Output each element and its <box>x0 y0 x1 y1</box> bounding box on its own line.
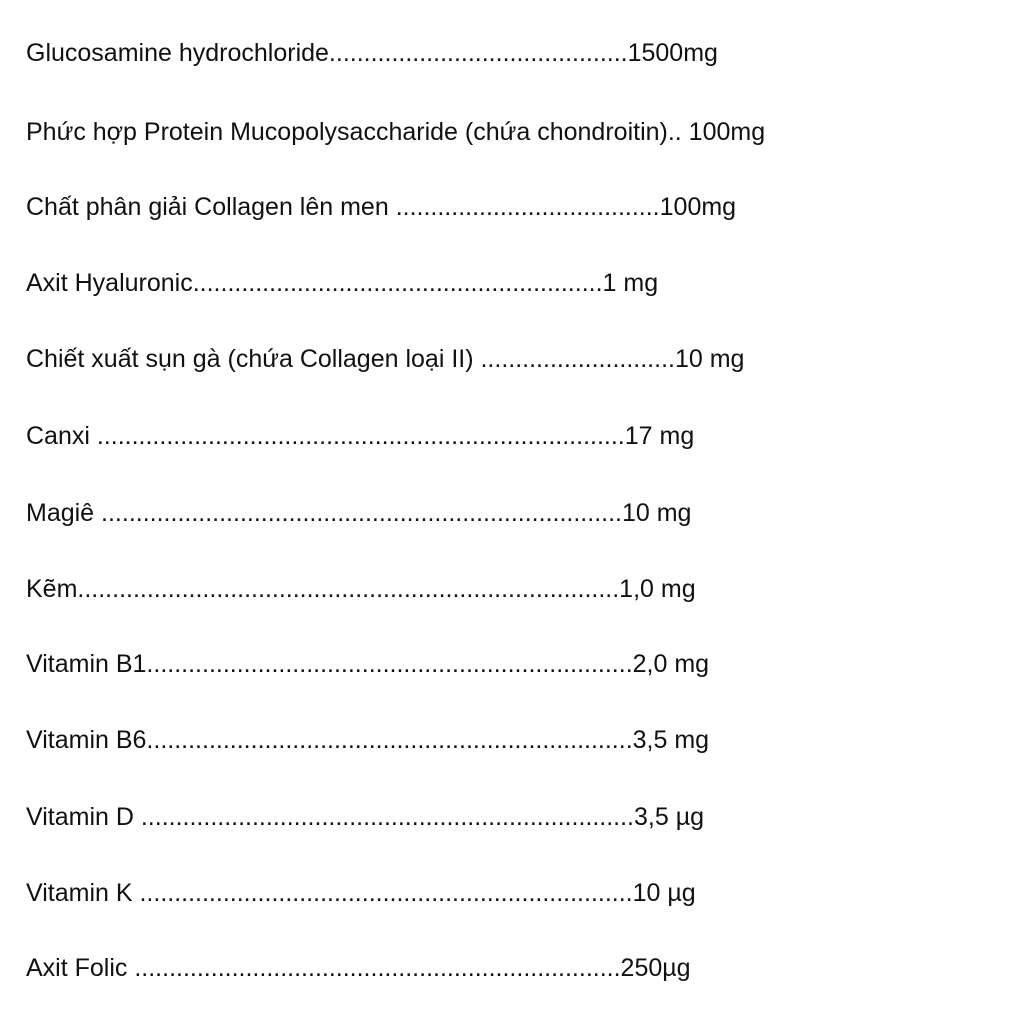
ingredient-row: Kẽm..............................................................................1,0 mg <box>26 575 696 603</box>
ingredient-list <box>26 0 1006 1024</box>
ingredient-row: Axit Folic ......................................................................250µg <box>26 954 691 982</box>
ingredient-row: Chiết xuất sụn gà (chứa Collagen loại II) ............................10 mg <box>26 345 745 373</box>
ingredient-row: Canxi ............................................................................17 mg <box>26 422 695 450</box>
ingredient-row: Magiê ...........................................................................10 mg <box>26 499 692 527</box>
ingredient-row: Chất phân giải Collagen lên men ......................................100mg <box>26 193 737 221</box>
ingredient-row: Vitamin D .......................................................................3,5 µg <box>26 803 705 831</box>
ingredient-row: Vitamin B1......................................................................2,0 mg <box>26 650 710 678</box>
ingredient-row: Axit Hyaluronic...........................................................1 mg <box>26 269 659 297</box>
ingredient-row: Phức hợp Protein Mucopolysaccharide (chứa chondroitin).. 100mg <box>26 118 766 146</box>
ingredient-row: Vitamin K .......................................................................10 µg <box>26 879 696 907</box>
ingredient-row: Glucosamine hydrochloride...........................................1500mg <box>26 39 718 67</box>
ingredient-row: Vitamin B6......................................................................3,5 mg <box>26 726 710 754</box>
